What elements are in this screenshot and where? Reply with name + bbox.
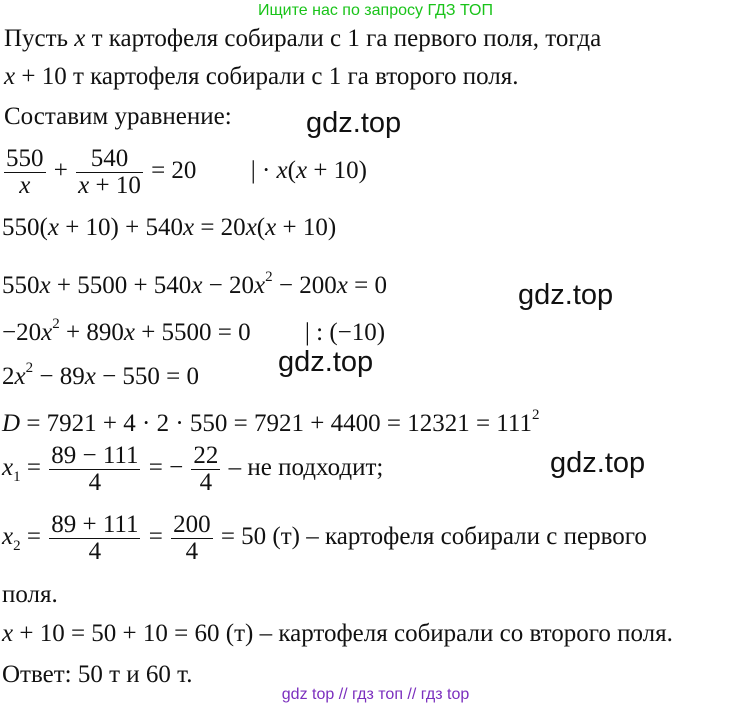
solution-line-1 [4,24,601,54]
line-5-text: 550(x + 10) + 540x = 20x(x + 10) [2,214,337,241]
fraction-200-over-4 [171,512,213,565]
fraction-numerator: 89 + 111 [51,511,139,538]
answer-text: Ответ: 50 т и 60 т. [2,661,193,688]
fraction-denominator: x + 10 [78,172,141,199]
discriminant-line [2,400,539,439]
x1-verdict: – не подходит; [228,454,384,482]
division-note: | : (−10) [304,319,386,346]
solution-line-12 [2,580,58,610]
solution-line-13 [2,619,673,649]
fraction-denominator: 4 [185,538,199,565]
x2-label: $x_2$ = [2,523,41,555]
equation-line-7 [2,309,385,348]
line-1-text: Пусть x т картофеля собирали с 1 га первого поля, тогда [4,25,602,52]
fraction-denominator: x [19,172,31,199]
plus-sign: + [53,157,68,185]
multiplier-note: | · x(x + 10) [250,157,368,185]
fraction-550-over-x [4,146,46,199]
fraction-denominator: 4 [199,469,213,496]
line-6-text: $550x + 5500 + 540x - 20x^2 - 200x = 0$ [2,269,387,299]
line-8-text: $2x^2 - 89x - 550 = 0$ [2,360,200,390]
x2-result: = 50 (т) – картофеля собирали с первого [220,523,647,551]
fraction-numerator: 22 [193,442,219,469]
equals-sign: = [148,523,163,551]
fraction-numerator: 200 [173,511,211,538]
fraction-denominator: 4 [88,538,102,565]
line-13-text: x + 10 = 50 + 10 = 60 (т) – картофеля собирали со второго поля. [2,620,673,647]
watermark: gdz.top [550,447,646,479]
fraction-numerator: 89 − 111 [51,442,139,469]
equation-line-5 [2,213,336,243]
root-x2-line [2,512,647,565]
equals-20: = 20 [151,157,197,185]
root-x1-line [2,443,383,496]
solution-line-2 [4,62,519,92]
fraction-numerator: 550 [6,145,44,172]
equals-minus: = − [148,454,184,482]
watermark: gdz.top [306,107,402,139]
fraction-89-plus-111-over-4 [49,512,140,565]
fraction-numerator: 540 [90,145,129,172]
watermark: gdz.top [518,279,614,311]
line-12-text: поля. [2,581,58,608]
fraction-denominator: 4 [88,469,102,496]
x1-label: $x_1$ = [2,454,41,486]
solution-line-3 [4,102,232,132]
watermark: gdz.top [278,346,374,378]
line-2-text: x + 10 т картофеля собирали с 1 га второго поля. [4,63,519,90]
equation-line-6 [2,262,387,301]
fraction-540-over-x-plus-10 [76,146,143,199]
line-7-equation: $-20x^2 + 890x + 5500 = 0$ [2,316,251,346]
line-9-text: $D = 7921 + 4 \cdot 2 \cdot 550 = 7921 + 4400 = 12321 = 111^2$ [2,407,540,437]
line-3-text: Составим уравнение: [4,103,232,130]
bottom-banner: gdz top // гдз топ // гдз top [281,686,470,703]
equation-line-4 [2,146,367,199]
fraction-22-over-4 [191,443,220,496]
fraction-89-minus-111-over-4 [49,443,140,496]
equation-line-8 [2,353,199,392]
top-banner: Ищите нас по запросу ГДЗ ТОП [258,2,493,19]
